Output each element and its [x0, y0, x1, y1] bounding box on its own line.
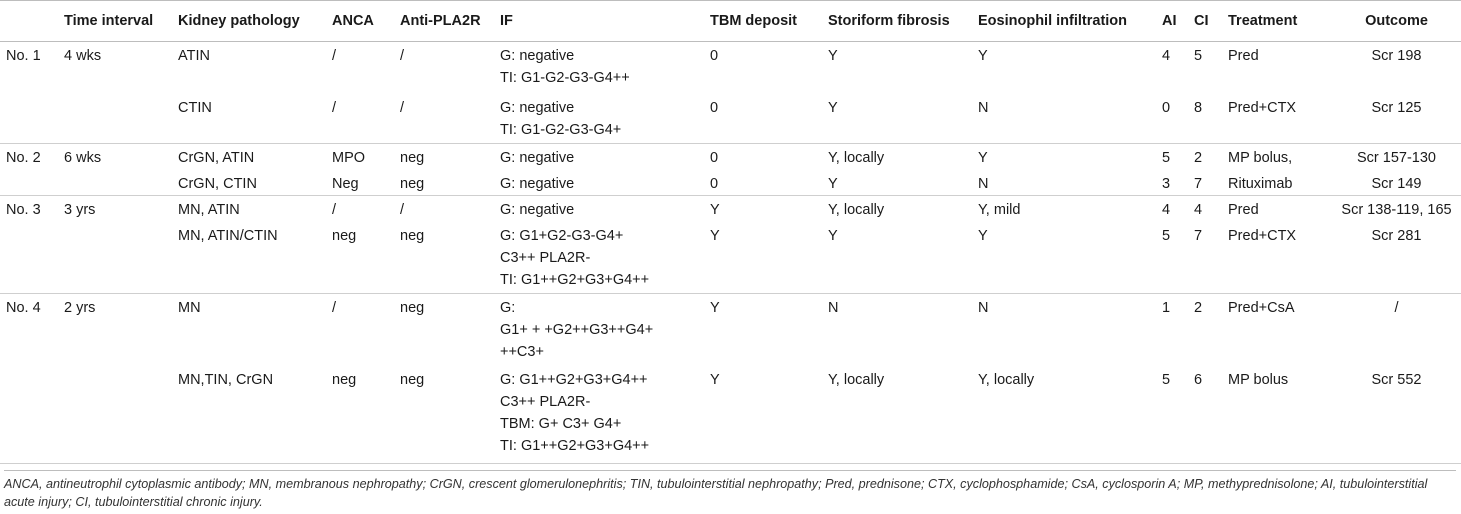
table-row [0, 94, 1461, 144]
if-line: ++C3+ [500, 344, 544, 360]
eosinophil-cell: Y, locally [972, 366, 1156, 464]
if-line: G: G1+G2-G3-G4+ [500, 227, 624, 244]
eosinophil-cell: Y [978, 150, 988, 166]
time-interval-cell [58, 222, 172, 294]
if-cell [494, 294, 704, 366]
if-line: TI: G1-G2-G3-G4++ [500, 70, 630, 86]
if-line: C3++ PLA2R- [500, 249, 591, 266]
kidney-pathology-cell: MN, ATIN/CTIN [172, 222, 326, 294]
ci-cell: 7 [1188, 222, 1222, 294]
tbm-deposit-cell: 0 [710, 150, 719, 166]
ci-cell: 2 [1194, 150, 1203, 166]
kidney-pathology-cell: ATIN [178, 48, 210, 64]
anti-pla2r-cell: neg [400, 150, 425, 166]
table-row [0, 222, 1461, 294]
patient-cell [0, 170, 58, 196]
if-cell [494, 42, 704, 94]
eosinophil-cell: N [972, 170, 1156, 196]
if-line: TI: G1++G2+G3+G4++ [500, 437, 650, 454]
kidney-pathology-cell: CrGN, CTIN [172, 170, 326, 196]
tbm-deposit-cell: Y [710, 300, 720, 316]
if-line: TI: G1++G2+G3+G4++ [500, 271, 650, 288]
ci-cell: 7 [1188, 170, 1222, 196]
header-cell-pathology: Kidney pathology [172, 1, 326, 42]
eosinophil-cell: N [978, 300, 989, 316]
treatment-cell: Pred+CTX [1222, 222, 1332, 294]
storiform-fibrosis-cell: Y [822, 94, 972, 144]
time-interval-cell [58, 94, 172, 144]
patient-cell: No. 3 [6, 202, 41, 218]
kidney-pathology-cell: CrGN, ATIN [178, 150, 255, 166]
anti-pla2r-cell: neg [394, 222, 494, 294]
ai-cell: 0 [1156, 94, 1188, 144]
ci-cell: 8 [1188, 94, 1222, 144]
ci-cell: 5 [1194, 48, 1203, 64]
ai-cell: 3 [1156, 170, 1188, 196]
header-cell-eosinophil: Eosinophil infiltration [972, 1, 1156, 42]
table-footnote: ANCA, antineutrophil cytoplasmic antibody; MN, membranous nephropathy; CrGN, crescent glomerulonephritis; TIN, tubulointerstitial nephropathy; Pred, prednisone; CTX, cyclophosphamide; CsA, cyclosporin A; MP, methyprednisolone; AI, tubulointerstitial acute injury; CI, tubulointerstitial chronic injury. [4, 470, 1456, 511]
storiform-fibrosis-cell: Y [828, 48, 838, 64]
ai-cell: 5 [1156, 366, 1188, 464]
header-cell-pla2r: Anti-PLA2R [394, 1, 494, 42]
time-interval-cell: 2 yrs [64, 300, 96, 316]
time-interval-cell [58, 170, 172, 196]
tbm-deposit-cell: Y [704, 366, 822, 464]
anti-pla2r-cell: neg [394, 366, 494, 464]
tbm-deposit-cell: 0 [704, 94, 822, 144]
patient-cell [0, 94, 58, 144]
outcome-cell: Scr 149 [1332, 170, 1461, 196]
patient-cell: No. 2 [6, 150, 41, 166]
ci-cell: 6 [1188, 366, 1222, 464]
if-cell [494, 144, 704, 170]
kidney-pathology-cell: CTIN [172, 94, 326, 144]
ai-cell: 5 [1156, 222, 1188, 294]
tbm-deposit-cell: Y [704, 222, 822, 294]
header-cell-ai: AI [1156, 1, 1188, 42]
storiform-fibrosis-cell: Y [822, 170, 972, 196]
table-row [0, 196, 1461, 222]
outcome-cell: Scr 157-130 [1357, 150, 1436, 166]
tbm-deposit-cell: Y [710, 202, 720, 218]
ci-cell: 2 [1194, 300, 1203, 316]
if-line: TI: G1-G2-G3-G4+ [500, 121, 622, 138]
header-cell-ci: CI [1188, 1, 1222, 42]
time-interval-cell: 4 wks [64, 48, 102, 64]
if-cell [494, 222, 704, 294]
if-line: G: negative [500, 99, 575, 116]
eosinophil-cell: N [972, 94, 1156, 144]
anca-cell: / [332, 202, 337, 218]
ci-cell: 4 [1194, 202, 1203, 218]
header-row [0, 1, 1461, 42]
anti-pla2r-cell: neg [400, 300, 425, 316]
header-cell-patient [0, 1, 58, 42]
if-cell [494, 170, 704, 196]
storiform-fibrosis-cell: Y, locally [822, 366, 972, 464]
outcome-cell: Scr 138-119, 165 [1341, 202, 1452, 218]
table-row [0, 170, 1461, 196]
treatment-cell: Pred+CsA [1228, 300, 1295, 316]
anca-cell: / [332, 48, 337, 64]
patient-cell [0, 366, 58, 464]
time-interval-cell: 3 yrs [64, 202, 96, 218]
treatment-cell: Pred [1228, 202, 1259, 218]
ai-cell: 4 [1162, 48, 1171, 64]
storiform-fibrosis-cell: N [828, 300, 839, 316]
if-cell [494, 366, 704, 464]
patient-cell: No. 4 [6, 300, 41, 316]
eosinophil-cell: Y [972, 222, 1156, 294]
header-cell-time: Time interval [58, 1, 172, 42]
patient-cell: No. 1 [6, 48, 41, 64]
storiform-fibrosis-cell: Y [822, 222, 972, 294]
kidney-pathology-cell: MN, ATIN [178, 202, 240, 218]
header-cell-anca: ANCA [326, 1, 394, 42]
table-row [0, 366, 1461, 464]
if-cell [494, 94, 704, 144]
table-body [0, 42, 1461, 464]
anca-cell: neg [326, 366, 394, 464]
treatment-cell: Pred [1228, 48, 1259, 64]
if-line: G1+ + +G2++G3++G4+ [500, 322, 654, 338]
if-line: G: negative [500, 175, 575, 192]
outcome-cell: Scr 125 [1332, 94, 1461, 144]
if-line: G: negative [500, 150, 575, 166]
time-interval-cell: 6 wks [64, 150, 102, 166]
treatment-cell: MP bolus [1222, 366, 1332, 464]
table-row [0, 144, 1461, 170]
header-cell-if: IF [494, 1, 704, 42]
eosinophil-cell: Y [978, 48, 988, 64]
header-cell-storiform: Storiform fibrosis [822, 1, 972, 42]
storiform-fibrosis-cell: Y, locally [828, 150, 885, 166]
outcome-cell: / [1394, 300, 1399, 316]
treatment-cell: Pred+CTX [1222, 94, 1332, 144]
anti-pla2r-cell: / [400, 48, 405, 64]
if-line: G: negative [500, 202, 575, 218]
treatment-cell: Rituximab [1222, 170, 1332, 196]
patient-cell [0, 222, 58, 294]
storiform-fibrosis-cell: Y, locally [828, 202, 885, 218]
outcome-cell: Scr 552 [1332, 366, 1461, 464]
tbm-deposit-cell: 0 [704, 170, 822, 196]
outcome-cell: Scr 281 [1332, 222, 1461, 294]
kidney-pathology-cell: MN,TIN, CrGN [172, 366, 326, 464]
ai-cell: 4 [1162, 202, 1171, 218]
if-line: TBM: G+ C3+ G4+ [500, 415, 622, 432]
anca-cell: MPO [332, 150, 366, 166]
if-line: C3++ PLA2R- [500, 393, 591, 410]
if-line: G: [500, 300, 516, 316]
anca-cell: Neg [326, 170, 394, 196]
time-interval-cell [58, 366, 172, 464]
header-cell-tbm: TBM deposit [704, 1, 822, 42]
anti-pla2r-cell: / [400, 202, 405, 218]
kidney-pathology-cell: MN [178, 300, 201, 316]
anca-cell: / [332, 300, 337, 316]
outcome-cell: Scr 198 [1371, 48, 1422, 64]
header-cell-treatment: Treatment [1222, 1, 1332, 42]
anti-pla2r-cell: / [394, 94, 494, 144]
tbm-deposit-cell: 0 [710, 48, 719, 64]
anti-pla2r-cell: neg [394, 170, 494, 196]
eosinophil-cell: Y, mild [978, 202, 1021, 218]
header-cell-outcome: Outcome [1332, 1, 1461, 42]
table-row [0, 42, 1461, 94]
if-cell [494, 196, 704, 222]
ai-cell: 1 [1162, 300, 1171, 316]
ai-cell: 5 [1162, 150, 1171, 166]
table-row [0, 294, 1461, 366]
if-line: G: negative [500, 48, 575, 64]
if-line: G: G1++G2+G3+G4++ [500, 371, 648, 388]
anca-cell: neg [326, 222, 394, 294]
anca-cell: / [326, 94, 394, 144]
treatment-cell: MP bolus, [1228, 150, 1293, 166]
